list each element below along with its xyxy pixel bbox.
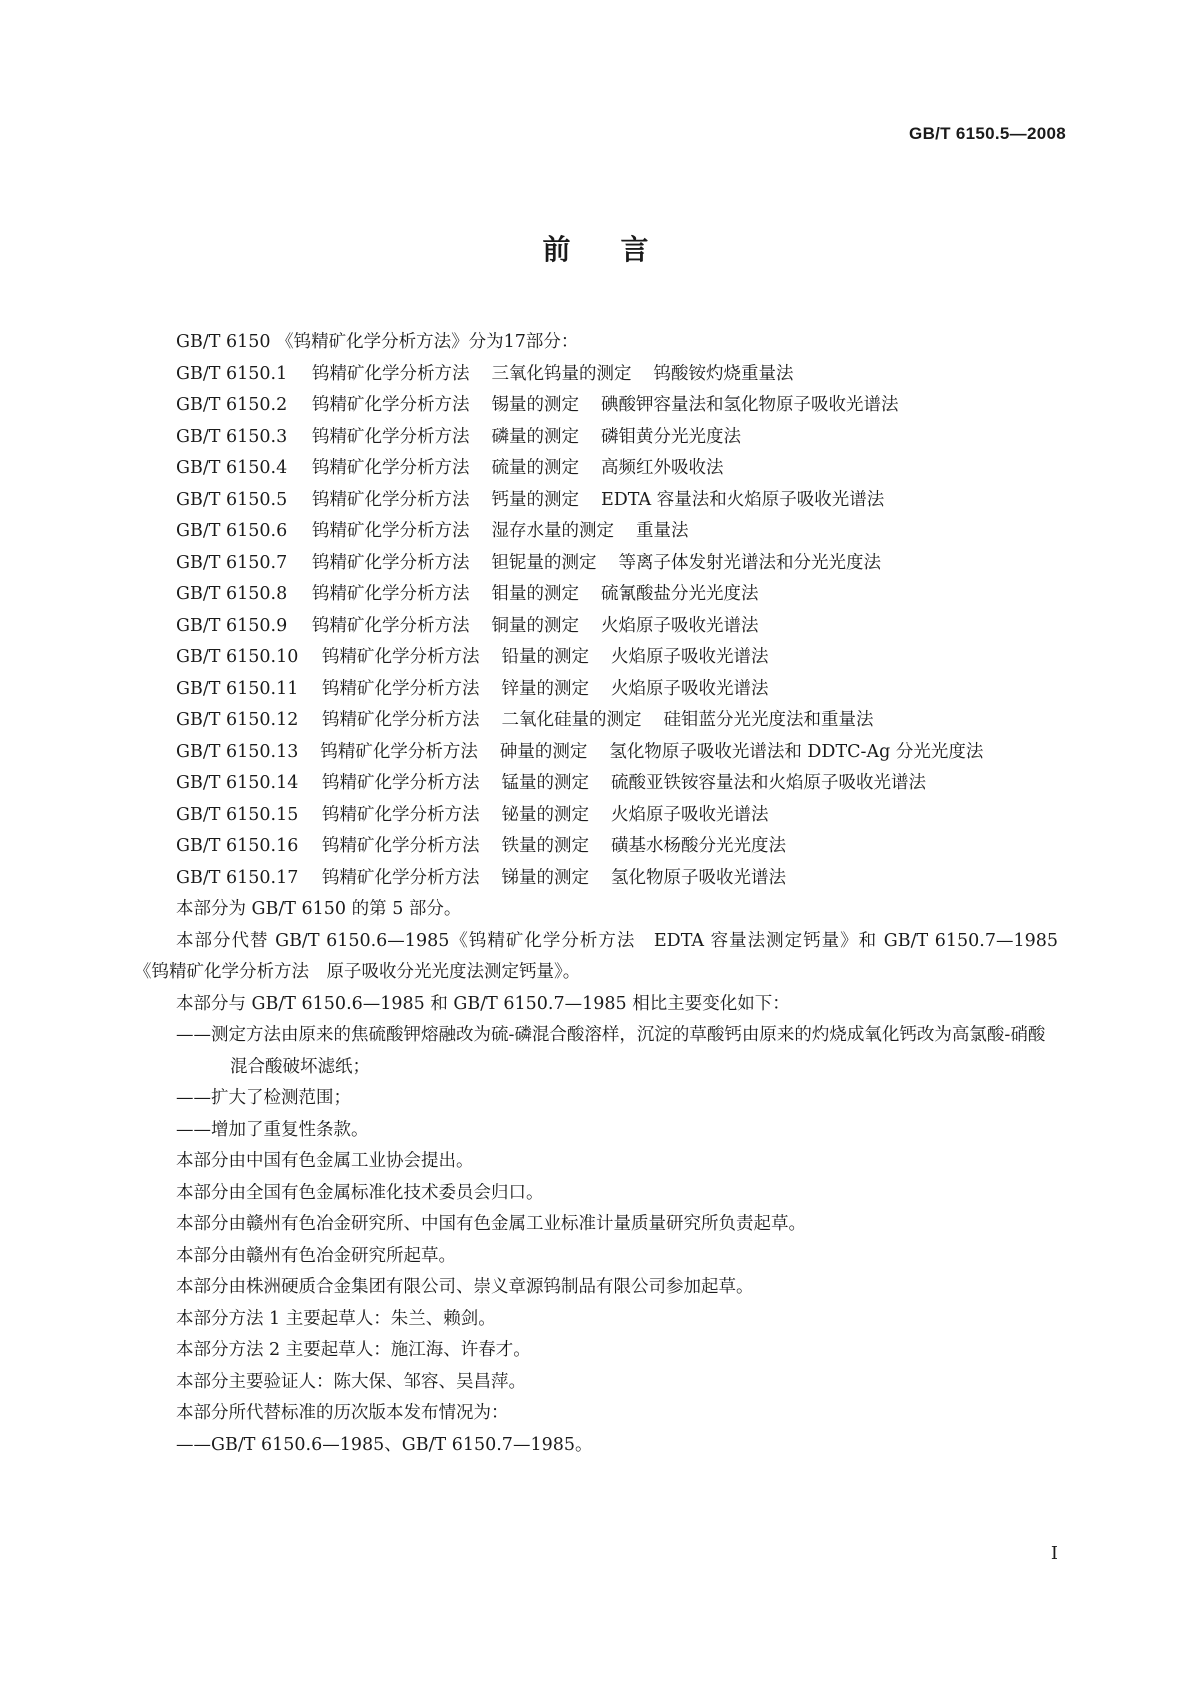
change-item: ——增加了重复性条款。 bbox=[176, 1119, 369, 1140]
statement: 本部分所代替标准的历次版本发布情况为： bbox=[176, 1403, 509, 1423]
part-code: GB/T 6150.2 bbox=[176, 395, 288, 415]
part-sub: 湿存水量的测定 bbox=[491, 521, 614, 541]
part-code: GB/T 6150.6 bbox=[176, 521, 288, 541]
part-method: 重量法 bbox=[636, 521, 689, 541]
part-line bbox=[134, 485, 1058, 517]
part-code: GB/T 6150.1 bbox=[176, 363, 288, 384]
statement: 本部分方法 2 主要起草人：施江海、许春才。 bbox=[176, 1340, 531, 1360]
statement: 本部分由株洲硬质合金集团有限公司、崇义章源钨制品有限公司参加起草。 bbox=[176, 1277, 754, 1297]
part-line bbox=[134, 453, 1058, 485]
part-main: 钨精矿化学分析方法 bbox=[322, 804, 480, 825]
statement: 本部分由赣州有色冶金研究所起草。 bbox=[176, 1245, 456, 1266]
part-line bbox=[134, 548, 1058, 580]
part-method: 钨酸铵灼烧重量法 bbox=[653, 363, 794, 384]
part-sub: 锡量的测定 bbox=[491, 395, 579, 415]
part-method: 火焰原子吸收光谱法 bbox=[611, 647, 769, 667]
part-method: 火焰原子吸收光谱法 bbox=[601, 615, 759, 636]
part-main: 钨精矿化学分析方法 bbox=[312, 584, 470, 604]
part-main: 钨精矿化学分析方法 bbox=[312, 615, 470, 636]
parts-list bbox=[134, 359, 1058, 895]
part-method: 碘酸钾容量法和氢化物原子吸收光谱法 bbox=[601, 395, 899, 415]
history-item: ——GB/T 6150.6—1985、GB/T 6150.7—1985。 bbox=[176, 1434, 593, 1455]
part-line bbox=[134, 359, 1058, 391]
part-sub: 钙量的测定 bbox=[491, 489, 579, 510]
part-sub: 锌量的测定 bbox=[501, 678, 589, 699]
part-line bbox=[134, 768, 1058, 800]
statement: 本部分由赣州有色冶金研究所、中国有色金属工业标准计量质量研究所负责起草。 bbox=[176, 1214, 806, 1234]
standard-code: GB/T 6150.5—2008 bbox=[909, 124, 1066, 143]
page-title: 前言 bbox=[542, 233, 699, 266]
part-method: 氢化物原子吸收光谱法和 DDTC-Ag 分光光度法 bbox=[609, 741, 984, 762]
part-sub: 钽铌量的测定 bbox=[491, 552, 597, 573]
part-sub: 铅量的测定 bbox=[501, 647, 589, 667]
part-main: 钨精矿化学分析方法 bbox=[312, 489, 470, 510]
part-code: GB/T 6150.12 bbox=[176, 710, 299, 730]
part-sub: 锑量的测定 bbox=[501, 867, 589, 888]
part-sub: 硫量的测定 bbox=[491, 458, 579, 478]
part-code: GB/T 6150.9 bbox=[176, 615, 288, 636]
part-main: 钨精矿化学分析方法 bbox=[322, 836, 480, 856]
part-sub: 二氧化硅量的测定 bbox=[501, 710, 642, 730]
part-sub: 铋量的测定 bbox=[501, 804, 589, 825]
part-code: GB/T 6150.16 bbox=[176, 836, 299, 856]
statement: 本部分由中国有色金属工业协会提出。 bbox=[176, 1151, 474, 1171]
part-method: 磷钼黄分光光度法 bbox=[601, 426, 741, 447]
part-line bbox=[134, 705, 1058, 737]
part-code: GB/T 6150.4 bbox=[176, 458, 288, 478]
part-method: EDTA 容量法和火焰原子吸收光谱法 bbox=[601, 489, 885, 510]
part-code: GB/T 6150.13 bbox=[176, 741, 299, 762]
part-sub: 三氧化钨量的测定 bbox=[491, 363, 632, 384]
changes-intro: 本部分与 GB/T 6150.6—1985 和 GB/T 6150.7—1985 相比主要变化如下： bbox=[176, 993, 790, 1014]
statement: 本部分由全国有色金属标准化技术委员会归口。 bbox=[176, 1182, 544, 1203]
statement: 本部分主要验证人：陈大保、邹容、吴昌萍。 bbox=[176, 1371, 526, 1392]
part-method: 高频红外吸收法 bbox=[601, 458, 724, 478]
part-sub: 铁量的测定 bbox=[501, 836, 589, 856]
part-main: 钨精矿化学分析方法 bbox=[322, 710, 480, 730]
part-method: 硫酸亚铁铵容量法和火焰原子吸收光谱法 bbox=[611, 773, 926, 793]
statement: 本部分方法 1 主要起草人：朱兰、赖剑。 bbox=[176, 1308, 496, 1329]
part-sub: 铜量的测定 bbox=[491, 615, 579, 636]
part-method: 磺基水杨酸分光光度法 bbox=[611, 836, 786, 856]
part-main: 钨精矿化学分析方法 bbox=[322, 773, 480, 793]
part-method: 氢化物原子吸收光谱法 bbox=[611, 867, 786, 888]
page-number: I bbox=[1050, 1543, 1058, 1564]
part-line bbox=[134, 642, 1058, 674]
part-sub: 钼量的测定 bbox=[491, 584, 579, 604]
part-line bbox=[134, 674, 1058, 706]
foreword-body bbox=[134, 327, 1058, 1461]
part-line bbox=[134, 579, 1058, 611]
part-code: GB/T 6150.3 bbox=[176, 426, 288, 447]
change-item: ——测定方法由原来的焦硫酸钾熔融改为硫-磷混合酸溶样，沉淀的草酸钙由原来的灼烧成氧化钙改为高氯酸-硝酸混合酸破坏滤纸； bbox=[176, 1025, 1046, 1077]
part-method: 硫氰酸盐分光光度法 bbox=[601, 584, 759, 604]
part-sub: 磷量的测定 bbox=[491, 426, 579, 447]
part-code: GB/T 6150.17 bbox=[176, 867, 299, 888]
part-code: GB/T 6150.5 bbox=[176, 489, 288, 510]
part-code: GB/T 6150.15 bbox=[176, 804, 299, 825]
part-line bbox=[134, 800, 1058, 832]
part-main: 钨精矿化学分析方法 bbox=[312, 552, 470, 573]
part-code: GB/T 6150.14 bbox=[176, 773, 299, 793]
part-method: 硅钼蓝分光光度法和重量法 bbox=[663, 710, 874, 730]
intro-paragraph: GB/T 6150 《钨精矿化学分析方法》分为17部分： bbox=[176, 332, 579, 352]
change-item: ——扩大了检测范围； bbox=[176, 1088, 351, 1108]
part-statement: 本部分为 GB/T 6150 的第 5 部分。 bbox=[176, 899, 462, 919]
part-main: 钨精矿化学分析方法 bbox=[312, 458, 470, 478]
part-method: 火焰原子吸收光谱法 bbox=[611, 678, 769, 699]
part-main: 钨精矿化学分析方法 bbox=[320, 741, 478, 762]
part-sub: 砷量的测定 bbox=[499, 741, 588, 762]
part-code: GB/T 6150.10 bbox=[176, 647, 299, 667]
part-line bbox=[134, 422, 1058, 454]
part-line bbox=[134, 831, 1058, 863]
part-sub: 锰量的测定 bbox=[501, 773, 589, 793]
part-line bbox=[134, 516, 1058, 548]
part-code: GB/T 6150.7 bbox=[176, 552, 288, 573]
part-main: 钨精矿化学分析方法 bbox=[322, 867, 480, 888]
replaces-paragraph: 本部分代替 GB/T 6150.6—1985《钨精矿化学分析方法 EDTA 容量法测定钙量》和 GB/T 6150.7—1985《钨精矿化学分析方法 原子吸收分光光度法测定钙量》。 bbox=[134, 930, 1058, 982]
part-main: 钨精矿化学分析方法 bbox=[312, 363, 470, 384]
part-method: 等离子体发射光谱法和分光光度法 bbox=[618, 552, 881, 573]
part-main: 钨精矿化学分析方法 bbox=[322, 647, 480, 667]
part-line bbox=[134, 390, 1058, 422]
part-main: 钨精矿化学分析方法 bbox=[322, 678, 480, 699]
part-main: 钨精矿化学分析方法 bbox=[312, 521, 470, 541]
part-line bbox=[134, 737, 1058, 769]
part-main: 钨精矿化学分析方法 bbox=[312, 426, 470, 447]
part-line bbox=[134, 863, 1058, 895]
part-main: 钨精矿化学分析方法 bbox=[312, 395, 470, 415]
part-code: GB/T 6150.8 bbox=[176, 584, 288, 604]
part-method: 火焰原子吸收光谱法 bbox=[611, 804, 769, 825]
part-line bbox=[134, 611, 1058, 643]
part-code: GB/T 6150.11 bbox=[176, 678, 299, 699]
